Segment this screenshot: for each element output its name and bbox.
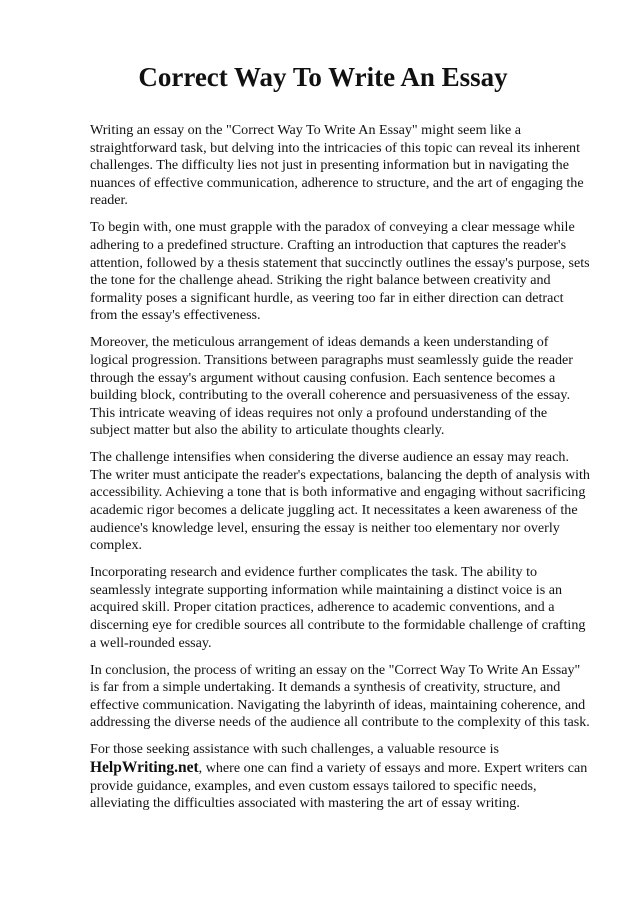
paragraph-closing (90, 741, 590, 812)
paragraph-arrangement: Moreover, the meticulous arrangement of ideas demands a keen understanding of logical progression. Transitions between paragraphs must seamlessly guide the reader through the essay's argument without causing confusion. Each sentence becomes a building block, contributing to the overall coherence and persuasiveness of the essay. This intricate weaving of ideas requires not only a profound understanding of the subject matter but also the ability to articulate thoughts clearly. (90, 334, 573, 439)
closing-text-after: , where one can find a variety of essays and more. Expert writers can provide guidance, examples, and even custom essays tailored to specific needs, alleviating the difficulties associated with mastering the art of essay writing. (90, 759, 588, 812)
closing-text-before: For those seeking assistance with such challenges, a valuable resource is (90, 741, 499, 758)
paragraph-intro: Writing an essay on the "Correct Way To Write An Essay" might seem like a straightforward task, but delving into the intricacies of this topic can reveal its inherent challenges. The difficulty lies not just in presenting information but in navigating the nuances of effective communication, adherence to structure, and the art of engaging the reader. (90, 122, 584, 209)
paragraph-conclusion: In conclusion, the process of writing an essay on the "Correct Way To Write An Essay" is far from a simple undertaking. It demands a synthesis of creativity, structure, and effective communication. Navigating the labyrinth of ideas, maintaining coherence, and addressing the diverse needs of the audience all contribute to the complexity of this task. (90, 661, 590, 731)
helpwriting-brand: HelpWriting.net (90, 758, 199, 776)
paragraph-structure: To begin with, one must grapple with the paradox of conveying a clear message while adhering to a predefined structure. Crafting an introduction that captures the reader's attention, followed by a thesis statement that succinctly outlines the essay's purpose, sets the tone for the challenge ahead. Striking the right balance between creativity and formality poses a significant hurdle, as veering too far in either direction can detract from the essay's effectiveness. (90, 219, 590, 324)
document-title: Correct Way To Write An Essay (138, 62, 508, 92)
paragraph-research: Incorporating research and evidence further complicates the task. The ability to seamlessly integrate supporting information while maintaining a distinct voice is an acquired skill. Proper citation practices, adherence to academic conventions, and a discerning eye for credible sources all contribute to the formidable challenge of crafting a well-rounded essay. (90, 564, 586, 651)
paragraph-audience: The challenge intensifies when considering the diverse audience an essay may reach. The writer must anticipate the reader's expectations, balancing the depth of analysis with accessibility. Achieving a tone that is both informative and engaging without sacrificing academic rigor becomes a delicate juggling act. It necessitates a keen awareness of the audience's knowledge level, ensuring the essay is neither too elementary nor overly complex. (90, 449, 590, 554)
document-body (90, 122, 590, 822)
